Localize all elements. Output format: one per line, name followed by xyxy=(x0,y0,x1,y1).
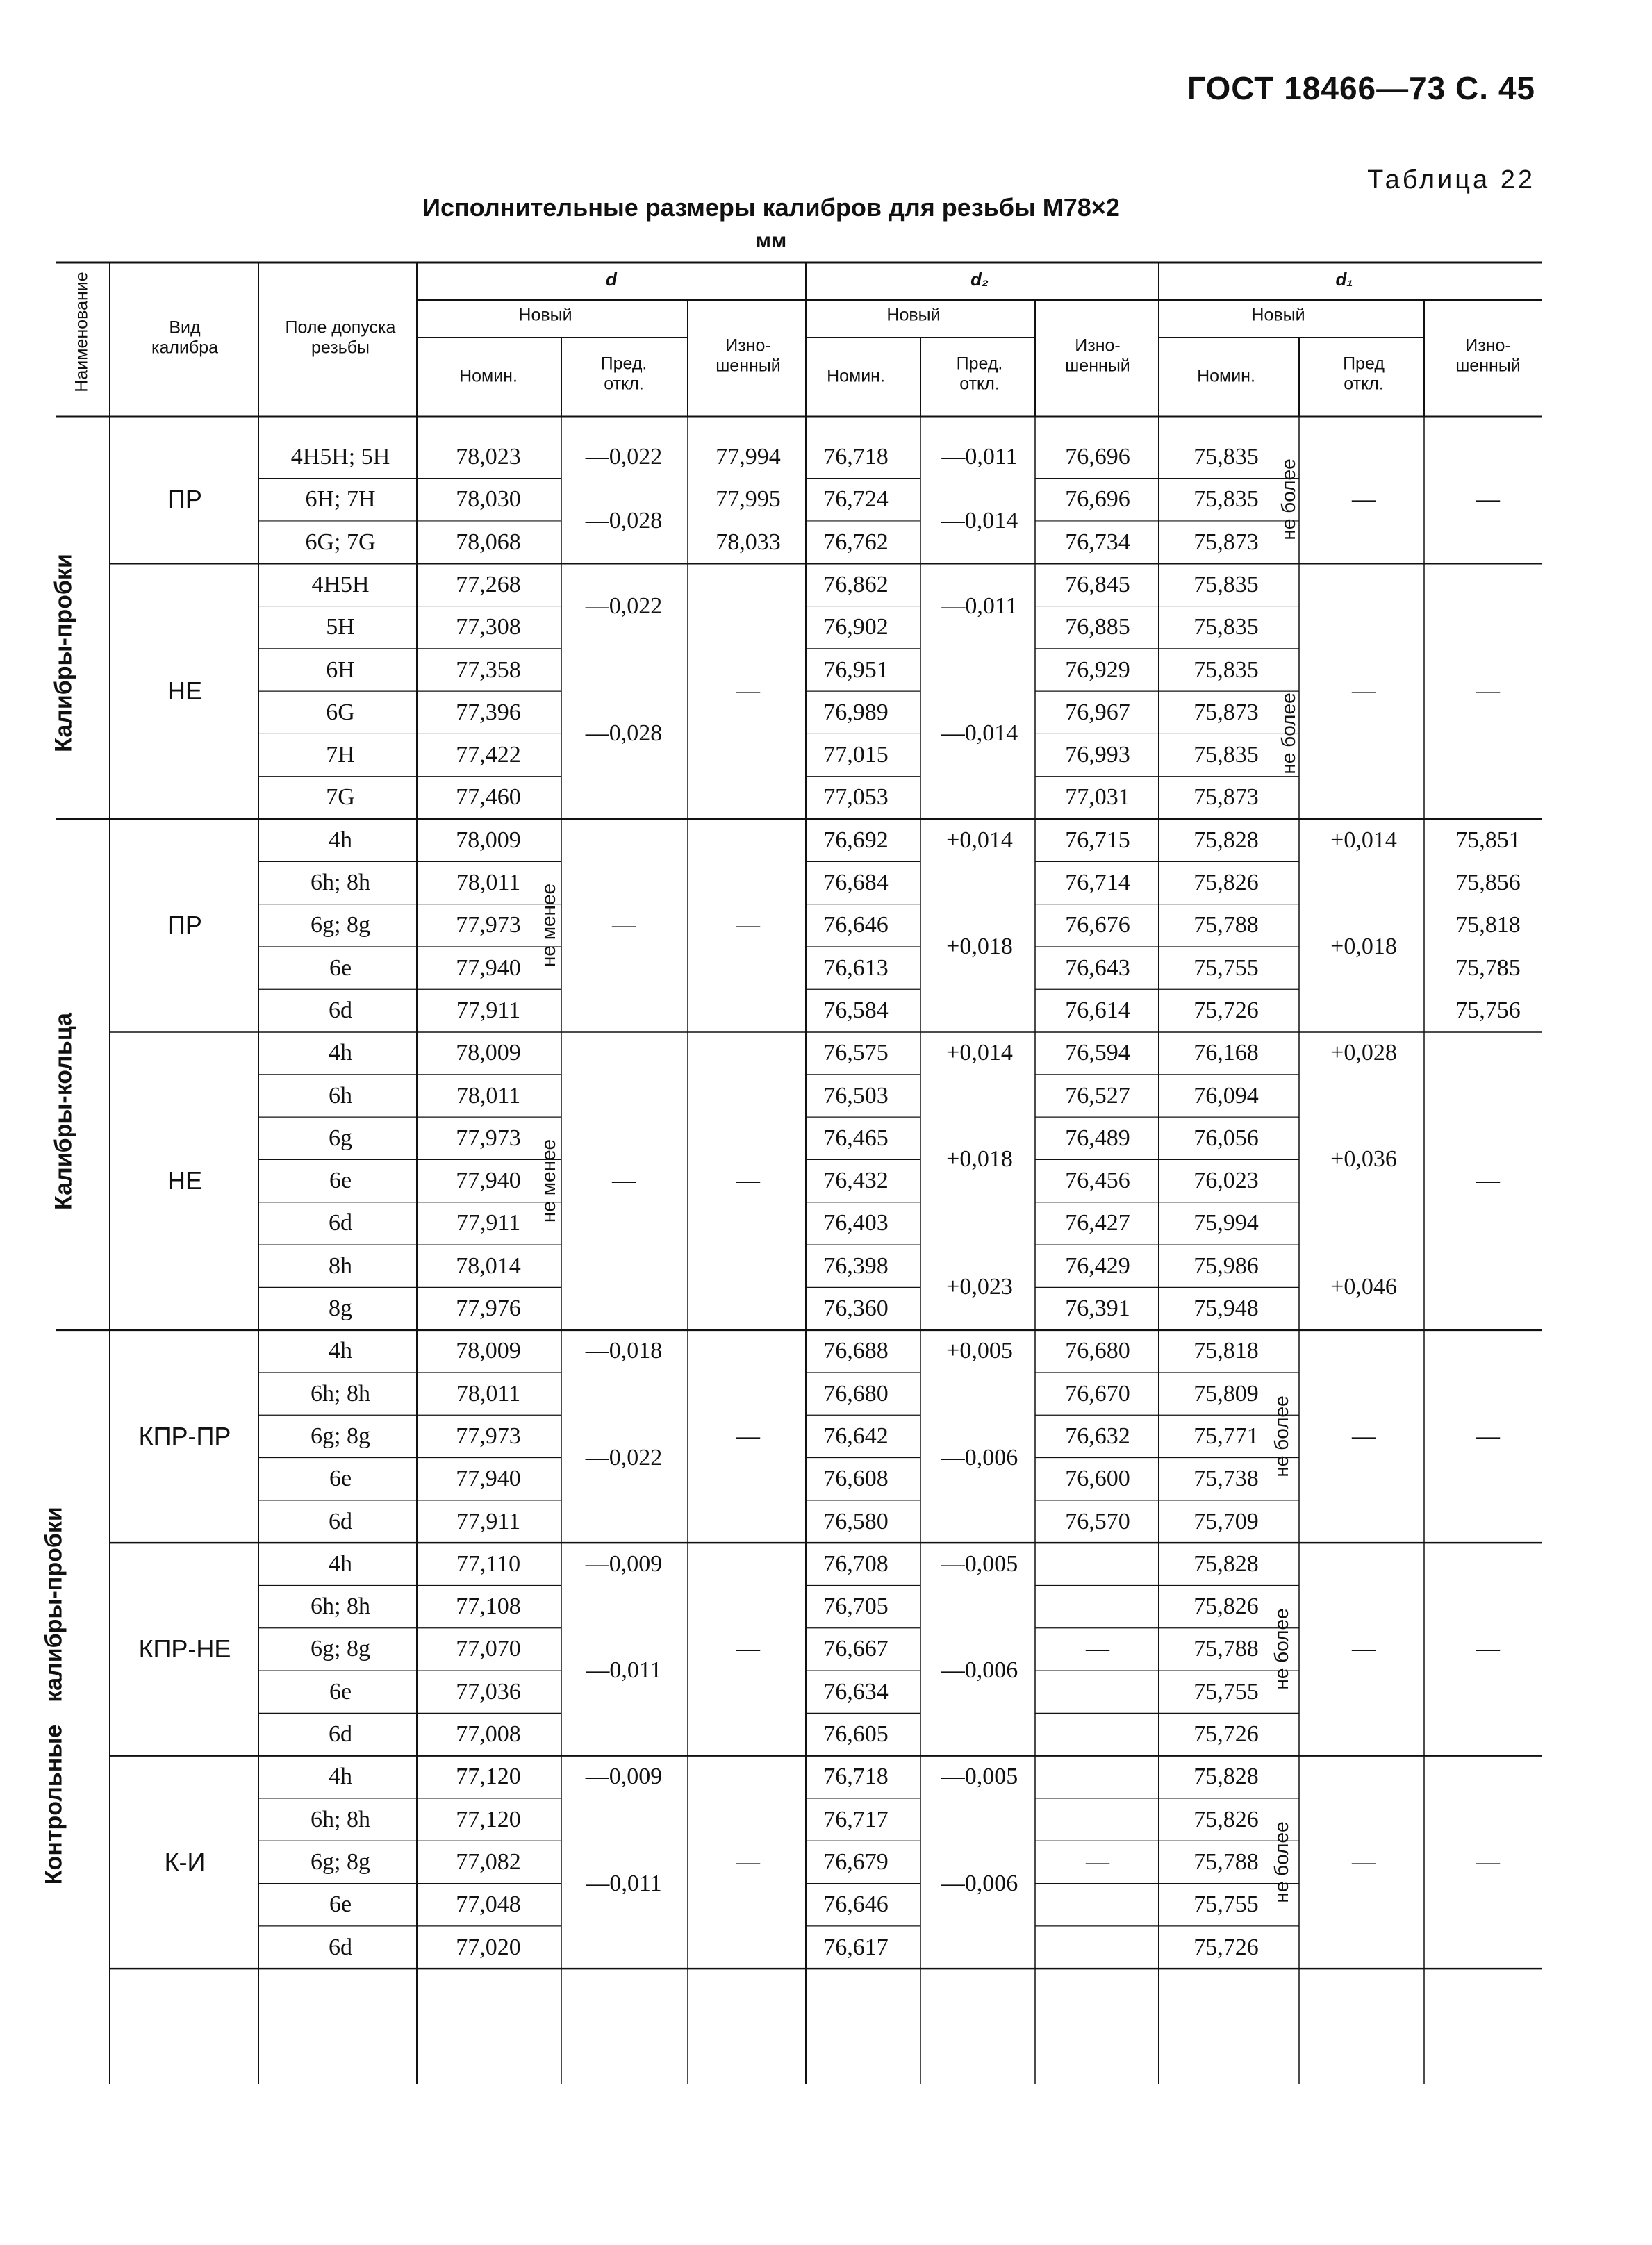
d1-nominal: 75,709 xyxy=(1193,1508,1259,1534)
header-d-nomin: Номин. xyxy=(459,366,518,386)
d-nominal: 77,911 xyxy=(456,1508,521,1534)
d-deviation: —0,028 xyxy=(585,720,663,747)
d2-deviation: —0,005 xyxy=(941,1764,1018,1790)
tolerance-field: 5H xyxy=(326,614,355,640)
d-nominal: 77,036 xyxy=(456,1678,521,1705)
d2-deviation: +0,014 xyxy=(946,827,1013,853)
d-nominal: 78,009 xyxy=(456,827,521,853)
d-deviation: —0,028 xyxy=(585,507,663,533)
d2-nominal: 76,580 xyxy=(823,1508,889,1534)
d2-nominal: 76,403 xyxy=(823,1210,889,1236)
gauge-type-label: КПР-ПР xyxy=(138,1421,231,1450)
d1-nominal: 75,738 xyxy=(1193,1466,1259,1492)
tolerance-field: 6g; 8g xyxy=(311,1848,370,1875)
d2-worn: 76,429 xyxy=(1065,1252,1130,1279)
d2-worn: 76,967 xyxy=(1065,699,1130,725)
d2-nominal: 76,684 xyxy=(823,870,889,895)
d-nominal: 78,011 xyxy=(456,870,521,895)
d2-nominal: 76,398 xyxy=(823,1252,889,1279)
d2-deviation: —0,011 xyxy=(941,593,1018,619)
d2-nominal: 76,667 xyxy=(823,1636,889,1662)
d2-nominal: 76,717 xyxy=(823,1806,889,1832)
header-d2-novyi: Новый xyxy=(886,305,941,325)
d-nominal: 77,460 xyxy=(456,784,521,811)
header-d-novyi: Новый xyxy=(518,305,572,325)
tolerance-field: 6e xyxy=(329,1678,352,1705)
d2-worn: 76,643 xyxy=(1065,954,1130,981)
tolerance-field: 6H; 7H xyxy=(305,486,376,513)
d1-nominal: 75,726 xyxy=(1193,1721,1259,1747)
gauge-type-label: НЕ xyxy=(167,677,203,706)
d-nominal: 77,911 xyxy=(456,1210,521,1236)
table-number: Таблица 22 xyxy=(1367,165,1535,194)
d1-nominal: 75,835 xyxy=(1193,486,1259,513)
d-worn-dash: — xyxy=(736,1848,760,1875)
d2-worn: 76,696 xyxy=(1065,444,1130,470)
d2-nominal: 76,679 xyxy=(823,1848,889,1875)
d1-nominal: 75,788 xyxy=(1193,912,1259,938)
header-d1-izn: Изно- шенный xyxy=(1455,335,1521,375)
d1-deviation: +0,014 xyxy=(1330,827,1397,853)
d1-deviation: +0,036 xyxy=(1330,1146,1397,1173)
d2-nominal: 76,617 xyxy=(823,1934,889,1960)
gauge-type-label: КПР-НЕ xyxy=(138,1634,231,1664)
tolerance-field: 6e xyxy=(329,954,352,981)
tolerance-field: 4h xyxy=(329,1550,352,1577)
d2-worn: 76,993 xyxy=(1065,742,1130,768)
d2-nominal: 76,718 xyxy=(823,1764,889,1790)
d1-deviation-dash: — xyxy=(1352,1423,1376,1449)
note-ne-bolee: не более xyxy=(1278,458,1299,540)
d-deviation: —0,009 xyxy=(585,1550,663,1577)
d-nominal: 77,976 xyxy=(456,1295,521,1321)
header-d: d xyxy=(606,269,617,290)
d2-nominal: 76,762 xyxy=(823,529,889,555)
header-vid-kalibra: Вид калибра xyxy=(151,317,219,357)
d2-nominal: 76,608 xyxy=(823,1466,889,1492)
d2-worn: 76,456 xyxy=(1065,1168,1130,1194)
d1-worn: 75,756 xyxy=(1455,997,1521,1023)
d2-nominal: 76,688 xyxy=(823,1338,889,1364)
tolerance-field: 6G xyxy=(326,699,355,725)
d-worn-dash: — xyxy=(736,678,760,704)
d2-deviation: —0,006 xyxy=(941,1870,1018,1896)
d1-nominal: 75,809 xyxy=(1193,1380,1259,1407)
header-d1-nomin: Номин. xyxy=(1197,366,1255,386)
d-nominal: 77,940 xyxy=(456,1466,521,1492)
gauge-type-label: ПР xyxy=(167,485,202,514)
d-nominal: 77,008 xyxy=(456,1721,521,1747)
d1-nominal: 75,835 xyxy=(1193,614,1259,640)
d1-nominal: 75,826 xyxy=(1193,1593,1259,1620)
d-nominal: 77,120 xyxy=(456,1764,521,1790)
gauge-type-label: ПР xyxy=(167,911,202,940)
d2-nominal: 76,692 xyxy=(823,827,889,853)
note-ne-bolee: не более xyxy=(1271,1608,1292,1691)
d2-worn-dash: — xyxy=(1086,1636,1109,1662)
d2-worn: 76,845 xyxy=(1065,571,1130,597)
d-deviation: —0,022 xyxy=(585,444,663,470)
d2-deviation: +0,023 xyxy=(946,1274,1013,1300)
tolerance-field: 6h; 8h xyxy=(311,1806,370,1832)
tolerance-field: 6e xyxy=(329,1168,352,1194)
d2-nominal: 76,503 xyxy=(823,1082,889,1109)
d-worn-dash: — xyxy=(736,1423,760,1449)
d1-nominal: 75,835 xyxy=(1193,742,1259,768)
d2-worn: 76,676 xyxy=(1065,912,1130,938)
tolerance-field: 6g xyxy=(329,1125,352,1151)
d2-deviation: —0,014 xyxy=(941,720,1018,747)
tolerance-field: 6d xyxy=(329,997,352,1023)
d1-deviation: +0,046 xyxy=(1330,1274,1397,1300)
header-d1-pred: Пред откл. xyxy=(1343,354,1385,393)
d-deviation-dash: — xyxy=(612,1168,636,1194)
tolerance-field: 8h xyxy=(329,1252,352,1279)
header-d2-pred: Пред. откл. xyxy=(956,354,1003,393)
d1-nominal: 75,726 xyxy=(1193,997,1259,1023)
header-d2-nomin: Номин. xyxy=(827,366,885,386)
d2-worn-dash: — xyxy=(1086,1848,1109,1875)
d1-nominal: 75,726 xyxy=(1193,1934,1259,1960)
d2-deviation: +0,005 xyxy=(946,1338,1013,1364)
d1-nominal: 75,788 xyxy=(1193,1848,1259,1875)
d2-worn: 76,680 xyxy=(1065,1338,1130,1364)
d2-worn: 76,489 xyxy=(1065,1125,1130,1151)
header-pole-dopuska: Поле допуска резьбы xyxy=(285,317,396,357)
d-deviation-dash: — xyxy=(612,912,636,938)
d-worn-dash: — xyxy=(736,1168,760,1194)
header-naimenovanie: Наименование xyxy=(72,272,92,392)
tolerance-field: 6G; 7G xyxy=(305,529,376,555)
d-worn: 77,995 xyxy=(716,486,781,513)
d-nominal: 77,082 xyxy=(456,1848,521,1875)
d1-deviation-dash: — xyxy=(1352,486,1376,513)
d-nominal: 78,023 xyxy=(456,444,521,470)
d2-worn: 76,714 xyxy=(1065,870,1130,895)
tolerance-field: 4h xyxy=(329,1040,352,1066)
group-kalibry-probki: Калибры-пробки xyxy=(50,554,77,752)
d2-nominal: 76,584 xyxy=(823,997,889,1023)
note-ne-bolee: не более xyxy=(1271,1821,1292,1903)
table-units: мм xyxy=(755,229,787,252)
d1-nominal: 75,755 xyxy=(1193,954,1259,981)
header-d-pred: Пред. откл. xyxy=(600,354,647,393)
d-nominal: 78,030 xyxy=(456,486,521,513)
d-deviation: —0,022 xyxy=(585,593,663,619)
tolerance-field: 4h xyxy=(329,1338,352,1364)
d1-deviation-dash: — xyxy=(1352,678,1376,704)
d-nominal: 77,110 xyxy=(456,1550,521,1577)
d1-worn: 75,818 xyxy=(1455,912,1521,938)
d2-worn: 76,600 xyxy=(1065,1466,1130,1492)
d2-nominal: 76,718 xyxy=(823,444,889,470)
d1-nominal: 75,771 xyxy=(1193,1423,1259,1449)
d2-nominal: 76,680 xyxy=(823,1380,889,1407)
d-nominal: 77,358 xyxy=(456,656,521,683)
tolerance-field: 6g; 8g xyxy=(311,1423,370,1449)
d1-nominal: 76,023 xyxy=(1193,1168,1259,1194)
d-nominal: 77,070 xyxy=(456,1636,521,1662)
d2-worn: 77,031 xyxy=(1065,784,1130,811)
d1-nominal: 75,828 xyxy=(1193,1550,1259,1577)
d1-nominal: 75,828 xyxy=(1193,1764,1259,1790)
d2-deviation: —0,005 xyxy=(941,1550,1018,1577)
d-nominal: 78,068 xyxy=(456,529,521,555)
d2-worn: 76,391 xyxy=(1065,1295,1130,1321)
d2-deviation: —0,014 xyxy=(941,507,1018,533)
d-worn: 78,033 xyxy=(716,529,781,555)
d1-nominal: 76,168 xyxy=(1193,1040,1259,1066)
note-ne-bolee: не более xyxy=(1271,1395,1292,1477)
d2-nominal: 76,465 xyxy=(823,1125,889,1151)
tolerance-field: 4H5H; 5H xyxy=(290,444,390,470)
d2-nominal: 76,605 xyxy=(823,1721,889,1747)
d2-worn: 76,885 xyxy=(1065,614,1130,640)
tolerance-field: 6d xyxy=(329,1508,352,1534)
note-ne-bolee: не более xyxy=(1278,693,1299,775)
tolerance-field: 6e xyxy=(329,1466,352,1492)
tolerance-field: 6h; 8h xyxy=(311,1593,370,1620)
d-nominal: 77,973 xyxy=(456,1423,521,1449)
d-nominal: 77,308 xyxy=(456,614,521,640)
d1-nominal: 75,835 xyxy=(1193,444,1259,470)
d1-nominal: 75,835 xyxy=(1193,656,1259,683)
d1-nominal: 75,873 xyxy=(1193,529,1259,555)
d1-deviation-dash: — xyxy=(1352,1636,1376,1662)
d-nominal: 77,973 xyxy=(456,1125,521,1151)
d1-nominal: 76,056 xyxy=(1193,1125,1259,1151)
header-d1: d₁ xyxy=(1335,269,1353,290)
d1-nominal: 75,828 xyxy=(1193,827,1259,853)
tolerance-field: 8g xyxy=(329,1295,352,1321)
d2-deviation: —0,011 xyxy=(941,444,1018,470)
d2-nominal: 77,053 xyxy=(823,784,889,811)
d-nominal: 77,048 xyxy=(456,1891,521,1918)
d2-deviation: +0,018 xyxy=(946,1146,1013,1173)
d2-nominal: 76,724 xyxy=(823,486,889,513)
d-nominal: 77,396 xyxy=(456,699,521,725)
d2-nominal: 76,708 xyxy=(823,1550,889,1577)
d2-deviation: —0,006 xyxy=(941,1444,1018,1471)
d-deviation: —0,018 xyxy=(585,1338,663,1364)
tolerance-field: 6d xyxy=(329,1934,352,1960)
d2-nominal: 77,015 xyxy=(823,742,889,768)
header-d-izn: Изно- шенный xyxy=(716,335,781,375)
d-nominal: 77,940 xyxy=(456,1168,521,1194)
d2-nominal: 76,613 xyxy=(823,954,889,981)
group-kalibry-probki-2: калибры-пробки xyxy=(40,1507,67,1703)
d1-worn: 75,851 xyxy=(1455,827,1521,853)
d-worn: 77,994 xyxy=(716,444,781,470)
d2-nominal: 76,432 xyxy=(823,1168,889,1194)
d1-worn: 75,856 xyxy=(1455,870,1521,895)
d2-worn: 76,570 xyxy=(1065,1508,1130,1534)
note-ne-menee: не менее xyxy=(538,1138,559,1223)
d2-nominal: 76,862 xyxy=(823,571,889,597)
d-nominal: 77,422 xyxy=(456,742,521,768)
d-nominal: 77,108 xyxy=(456,1593,521,1620)
d-deviation: —0,011 xyxy=(586,1870,662,1896)
d1-nominal: 75,873 xyxy=(1193,699,1259,725)
tolerance-field: 6H xyxy=(326,656,355,683)
d-nominal: 77,911 xyxy=(456,997,521,1023)
d2-worn: 76,614 xyxy=(1065,997,1130,1023)
page-header: ГОСТ 18466—73 С. 45 xyxy=(1187,70,1535,106)
d2-nominal: 76,989 xyxy=(823,699,889,725)
d2-worn: 76,734 xyxy=(1065,529,1130,555)
d1-nominal: 75,994 xyxy=(1193,1210,1259,1236)
d2-nominal: 76,951 xyxy=(823,656,889,683)
d1-nominal: 75,818 xyxy=(1193,1338,1259,1364)
d1-deviation: +0,018 xyxy=(1330,933,1397,959)
table-title: Исполнительные размеры калибров для резьбы М78×2 xyxy=(422,193,1120,222)
tolerance-field: 4h xyxy=(329,1764,352,1790)
d2-deviation: —0,006 xyxy=(941,1657,1018,1684)
d1-nominal: 75,755 xyxy=(1193,1891,1259,1918)
d1-worn-dash: — xyxy=(1476,1848,1500,1875)
d1-nominal: 76,094 xyxy=(1193,1082,1259,1109)
d1-worn-dash: — xyxy=(1476,1423,1500,1449)
d1-nominal: 75,986 xyxy=(1193,1252,1259,1279)
tolerance-field: 6h; 8h xyxy=(311,1380,370,1407)
tolerance-field: 6g; 8g xyxy=(311,1636,370,1662)
d1-nominal: 75,826 xyxy=(1193,1806,1259,1832)
d1-nominal: 75,826 xyxy=(1193,870,1259,895)
tolerance-field: 6d xyxy=(329,1721,352,1747)
d2-worn: 76,696 xyxy=(1065,486,1130,513)
tolerance-field: 4h xyxy=(329,827,352,853)
header-d1-novyi: Новый xyxy=(1251,305,1305,325)
d1-worn-dash: — xyxy=(1476,486,1500,513)
d2-deviation: +0,018 xyxy=(946,933,1013,959)
d2-nominal: 76,646 xyxy=(823,912,889,938)
d-nominal: 78,011 xyxy=(456,1082,521,1109)
d-deviation: —0,022 xyxy=(585,1444,663,1471)
d2-nominal: 76,705 xyxy=(823,1593,889,1620)
d-nominal: 78,014 xyxy=(456,1252,521,1279)
d-nominal: 78,011 xyxy=(456,1380,521,1407)
d1-deviation-dash: — xyxy=(1352,1848,1376,1875)
d2-nominal: 76,575 xyxy=(823,1040,889,1066)
d2-nominal: 76,642 xyxy=(823,1423,889,1449)
d1-nominal: 75,788 xyxy=(1193,1636,1259,1662)
tolerance-field: 7H xyxy=(326,742,355,768)
tolerance-field: 7G xyxy=(326,784,355,811)
d2-nominal: 76,902 xyxy=(823,614,889,640)
d-nominal: 77,973 xyxy=(456,912,521,938)
d2-worn: 76,632 xyxy=(1065,1423,1130,1449)
d2-worn: 76,527 xyxy=(1065,1082,1130,1109)
d-worn-dash: — xyxy=(736,1636,760,1662)
d-deviation: —0,009 xyxy=(585,1764,663,1790)
tolerance-field: 4H5H xyxy=(311,571,370,597)
d-worn-dash: — xyxy=(736,912,760,938)
tolerance-field: 6d xyxy=(329,1210,352,1236)
d1-worn-dash: — xyxy=(1476,1168,1500,1194)
header-d2-izn: Изно- шенный xyxy=(1065,335,1130,375)
note-ne-menee: не менее xyxy=(538,884,559,968)
gauge-type-label: НЕ xyxy=(167,1166,203,1195)
d-nominal: 77,940 xyxy=(456,954,521,981)
d-deviation: —0,011 xyxy=(586,1657,662,1684)
tolerance-field: 6h; 8h xyxy=(311,870,370,895)
d1-nominal: 75,948 xyxy=(1193,1295,1259,1321)
d1-worn-dash: — xyxy=(1476,1636,1500,1662)
d2-worn: 76,427 xyxy=(1065,1210,1130,1236)
group-kalibry-koltsa: Калибры-кольца xyxy=(50,1013,77,1210)
d2-worn: 76,670 xyxy=(1065,1380,1130,1407)
d1-nominal: 75,755 xyxy=(1193,1678,1259,1705)
d1-nominal: 75,835 xyxy=(1193,571,1259,597)
d2-worn: 76,715 xyxy=(1065,827,1130,853)
d2-nominal: 76,634 xyxy=(823,1678,889,1705)
d2-deviation: +0,014 xyxy=(946,1040,1013,1066)
d2-worn: 76,594 xyxy=(1065,1040,1130,1066)
d-nominal: 78,009 xyxy=(456,1040,521,1066)
gauge-type-label: К-И xyxy=(164,1847,206,1876)
d-nominal: 77,268 xyxy=(456,571,521,597)
header-d2: d₂ xyxy=(970,269,989,290)
d1-deviation: +0,028 xyxy=(1330,1040,1397,1066)
d1-nominal: 75,873 xyxy=(1193,784,1259,811)
d1-worn: 75,785 xyxy=(1455,954,1521,981)
d-nominal: 77,020 xyxy=(456,1934,521,1960)
d1-worn-dash: — xyxy=(1476,678,1500,704)
tolerance-field: 6g; 8g xyxy=(311,912,370,938)
d2-worn: 76,929 xyxy=(1065,656,1130,683)
d2-nominal: 76,360 xyxy=(823,1295,889,1321)
tolerance-field: 6e xyxy=(329,1891,352,1918)
group-kontrolnye: Контрольные xyxy=(40,1724,67,1885)
d-nominal: 77,120 xyxy=(456,1806,521,1832)
tolerance-field: 6h xyxy=(329,1082,352,1109)
d-nominal: 78,009 xyxy=(456,1338,521,1364)
d2-nominal: 76,646 xyxy=(823,1891,889,1918)
